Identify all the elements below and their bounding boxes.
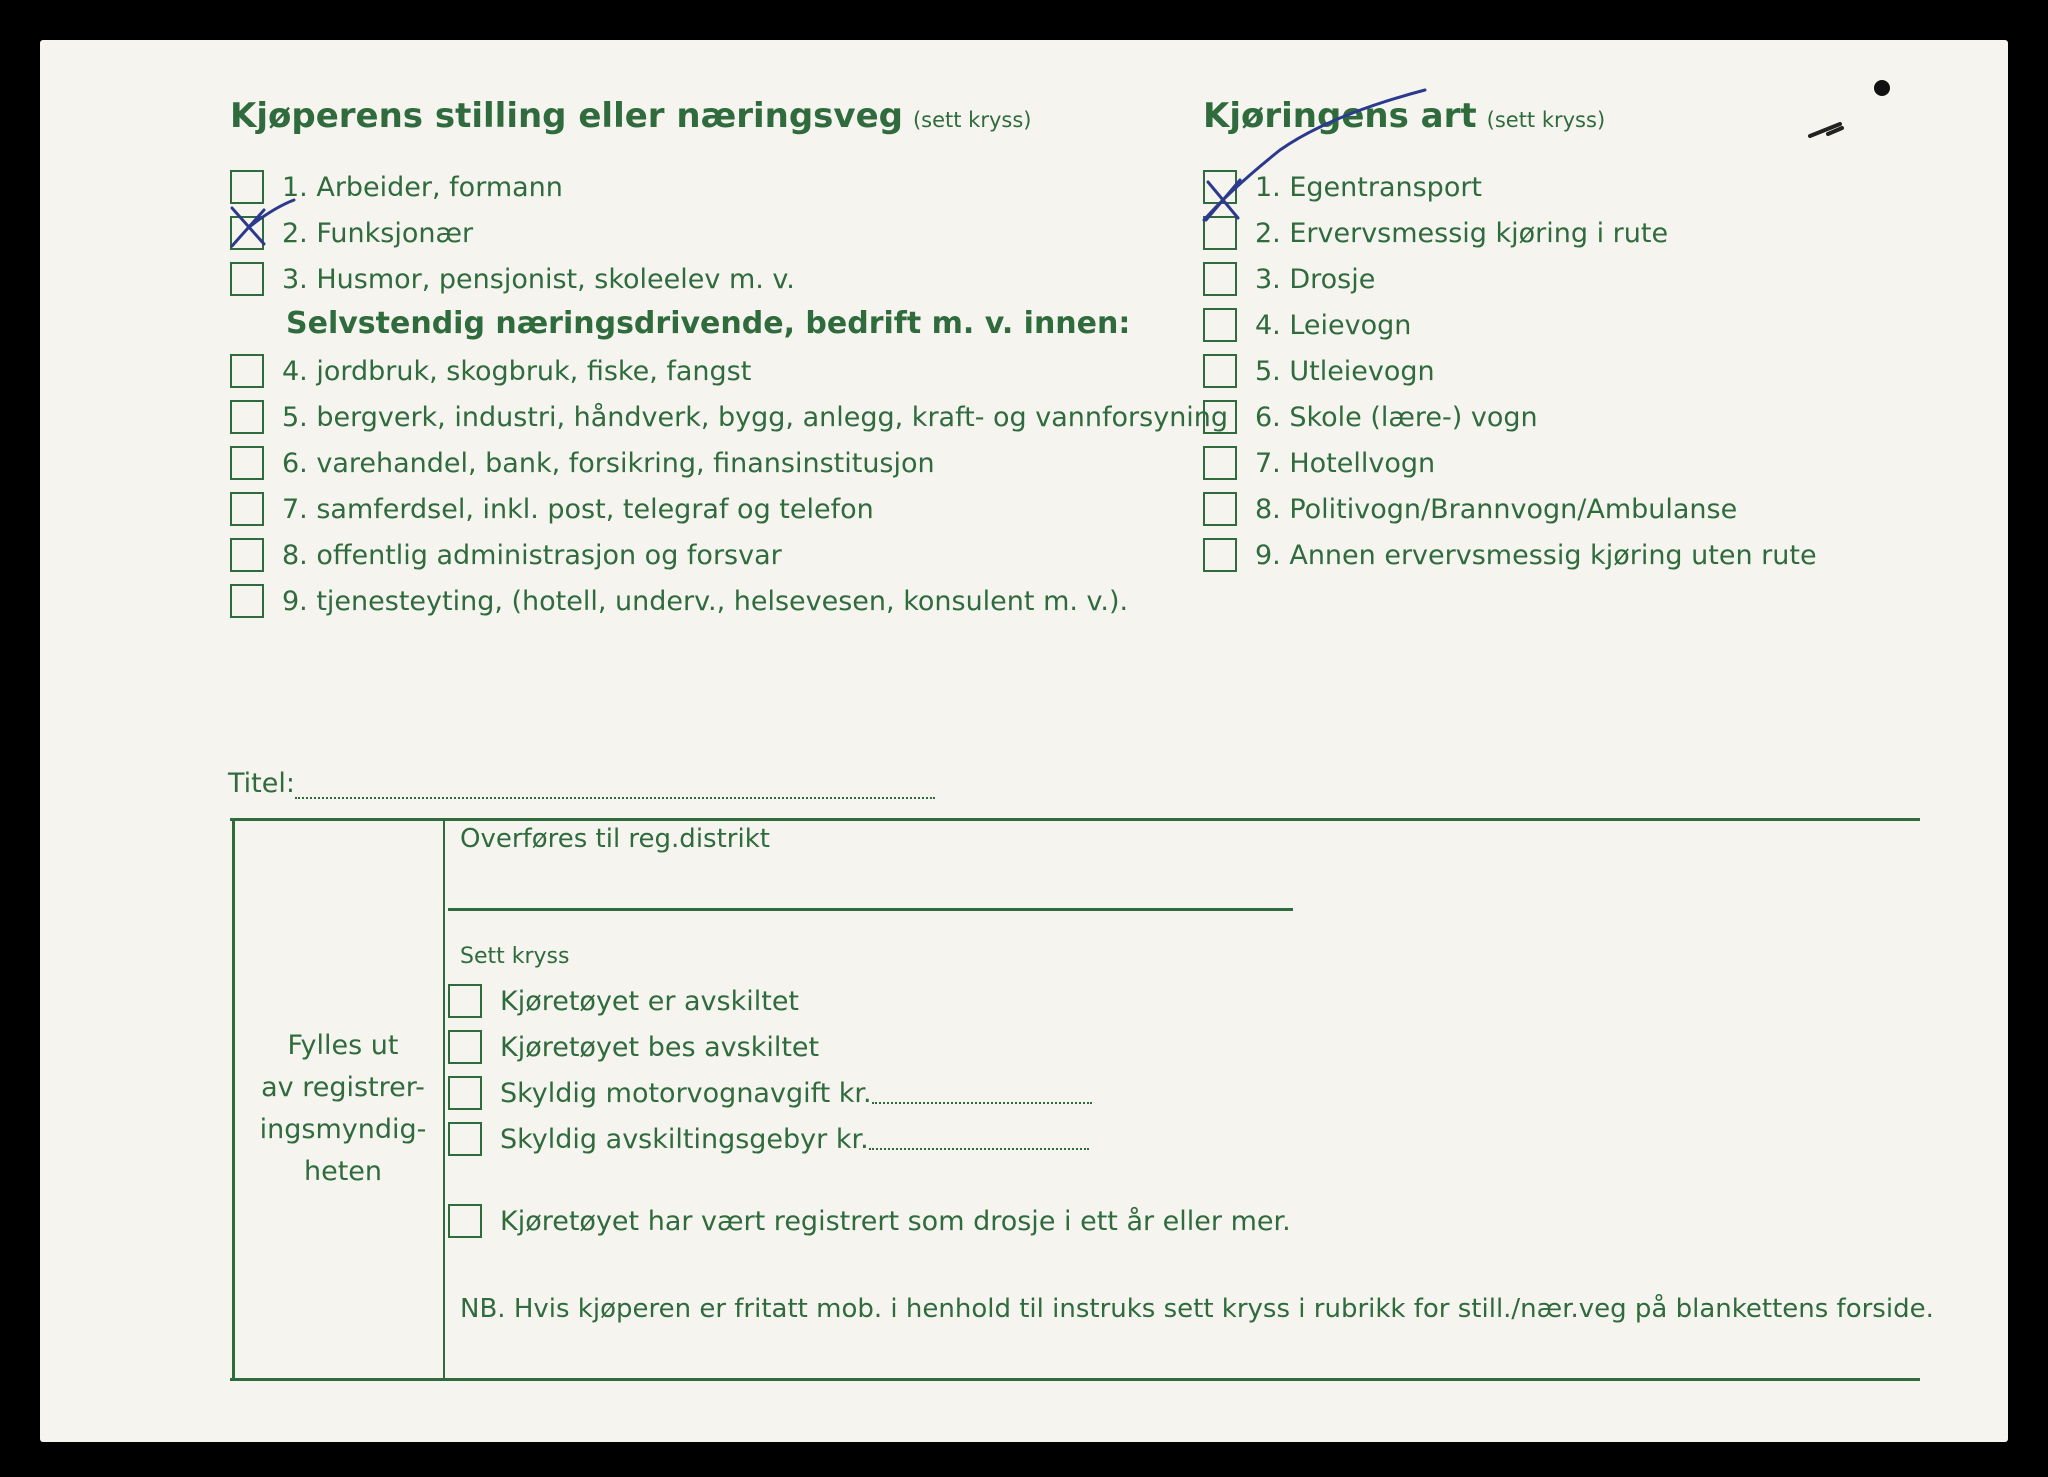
- amount-dotted-line[interactable]: [872, 1082, 1092, 1104]
- left-section-title: [230, 96, 1031, 136]
- checkbox[interactable]: [1203, 400, 1237, 434]
- checkbox[interactable]: [1203, 492, 1237, 526]
- registry-check-drosje[interactable]: [448, 1204, 1291, 1238]
- side-line: ingsmyndig-: [259, 1114, 427, 1145]
- titel-dotted-line[interactable]: [295, 777, 935, 799]
- titel-label: Titel:: [228, 768, 295, 799]
- pen-cross-mark-funksjonaer: [228, 200, 308, 270]
- option-label: Kjøretøyet bes avskiltet: [500, 1031, 820, 1063]
- form-page: [40, 40, 2008, 1442]
- right-title-note: (sett kryss): [1486, 108, 1606, 132]
- checkbox[interactable]: [230, 170, 264, 204]
- registry-divider: [443, 820, 445, 1378]
- checkbox[interactable]: [1203, 538, 1237, 572]
- driving-option-8[interactable]: [1203, 492, 1737, 526]
- option-label: 1. Arbeider, formann: [282, 171, 563, 203]
- ink-blot-mark: [1780, 76, 1900, 156]
- option-label: 5. Utleievogn: [1255, 355, 1435, 387]
- option-label: 2. Funksjonær: [282, 217, 474, 249]
- registry-left-rule: [232, 820, 235, 1380]
- option-label: 2. Ervervsmessig kjøring i rute: [1255, 217, 1669, 249]
- checkbox[interactable]: [1203, 446, 1237, 480]
- occupation-option-6[interactable]: [230, 446, 935, 480]
- option-label: Skyldig avskiltingsgebyr kr.: [500, 1123, 869, 1155]
- registry-check-avskiltet[interactable]: [448, 984, 799, 1018]
- left-title-text: Kjøperens stilling eller næringsveg: [230, 96, 903, 136]
- transfer-underline: [448, 908, 1293, 911]
- option-label: 7. samferdsel, inkl. post, telegraf og telefon: [282, 493, 874, 525]
- occupation-option-4[interactable]: [230, 354, 751, 388]
- registry-side-text: [243, 1025, 443, 1193]
- checkbox[interactable]: [230, 354, 264, 388]
- registry-check-avskiltingsgebyr[interactable]: [448, 1122, 1089, 1156]
- option-label: 6. varehandel, bank, forsikring, finansinstitusjon: [282, 447, 935, 479]
- option-label: 8. offentlig administrasjon og forsvar: [282, 539, 782, 571]
- registry-check-bes-avskiltet[interactable]: [448, 1030, 819, 1064]
- option-label: 3. Husmor, pensjonist, skoleelev m. v.: [282, 263, 795, 295]
- option-label: Kjøretøyet har vært registrert som drosje i ett år eller mer.: [500, 1205, 1291, 1237]
- registry-top-rule: [230, 818, 1920, 821]
- nb-note: NB. Hvis kjøperen er fritatt mob. i henhold til instruks sett kryss i rubrikk for still./nær.veg på blankettens forside.: [460, 1294, 1934, 1324]
- option-label: 5. bergverk, industri, håndverk, bygg, anlegg, kraft- og vannforsyning: [282, 401, 1229, 433]
- registry-check-motorvognavgift[interactable]: [448, 1076, 1092, 1110]
- checkbox[interactable]: [230, 400, 264, 434]
- option-label: 9. Annen ervervsmessig kjøring uten rute: [1255, 539, 1817, 571]
- driving-option-7[interactable]: [1203, 446, 1435, 480]
- checkbox[interactable]: [230, 492, 264, 526]
- option-label: 4. Leievogn: [1255, 309, 1412, 341]
- titel-field[interactable]: [228, 768, 935, 799]
- self-employed-subheading: Selvstendig næringsdrivende, bedrift m. v. innen:: [286, 306, 1131, 341]
- occupation-option-5[interactable]: [230, 400, 1228, 434]
- occupation-option-3[interactable]: [230, 262, 795, 296]
- driving-option-5[interactable]: [1203, 354, 1435, 388]
- side-line: heten: [303, 1156, 383, 1187]
- checkbox[interactable]: [448, 1076, 482, 1110]
- checkbox[interactable]: [448, 1030, 482, 1064]
- right-title-text: Kjøringens art: [1203, 96, 1477, 136]
- occupation-option-7[interactable]: [230, 492, 874, 526]
- occupation-option-8[interactable]: [230, 538, 782, 572]
- side-line: av registrer-: [261, 1072, 425, 1103]
- option-label: 9. tjenesteyting, (hotell, underv., helsevesen, konsulent m. v.).: [282, 585, 1129, 617]
- checkbox[interactable]: [448, 984, 482, 1018]
- transfer-label: Overføres til reg.distrikt: [460, 824, 770, 854]
- driving-option-6[interactable]: [1203, 400, 1538, 434]
- checkbox[interactable]: [230, 584, 264, 618]
- side-line: Fylles ut: [287, 1030, 399, 1061]
- option-label: 7. Hotellvogn: [1255, 447, 1436, 479]
- option-label: 8. Politivogn/Brannvogn/Ambulanse: [1255, 493, 1738, 525]
- checkbox[interactable]: [230, 538, 264, 572]
- checkbox[interactable]: [448, 1204, 482, 1238]
- checkbox[interactable]: [1203, 354, 1237, 388]
- registry-bottom-rule: [230, 1378, 1920, 1381]
- option-label: 1. Egentransport: [1255, 171, 1483, 203]
- checkbox[interactable]: [230, 446, 264, 480]
- option-label: 3. Drosje: [1255, 263, 1376, 295]
- driving-option-9[interactable]: [1203, 538, 1817, 572]
- option-label: Skyldig motorvognavgift kr.: [500, 1077, 872, 1109]
- occupation-option-9[interactable]: [230, 584, 1128, 618]
- pen-cross-mark-egentransport: [1190, 80, 1450, 280]
- checkbox[interactable]: [448, 1122, 482, 1156]
- option-label: Kjøretøyet er avskiltet: [500, 985, 800, 1017]
- driving-option-4[interactable]: [1203, 308, 1411, 342]
- option-label: 6. Skole (lære-) vogn: [1255, 401, 1538, 433]
- sett-kryss-label: Sett kryss: [460, 944, 570, 969]
- checkbox[interactable]: [1203, 308, 1237, 342]
- amount-dotted-line[interactable]: [869, 1128, 1089, 1150]
- option-label: 4. jordbruk, skogbruk, fiske, fangst: [282, 355, 752, 387]
- occupation-option-1[interactable]: [230, 170, 563, 204]
- left-title-note: (sett kryss): [912, 108, 1032, 132]
